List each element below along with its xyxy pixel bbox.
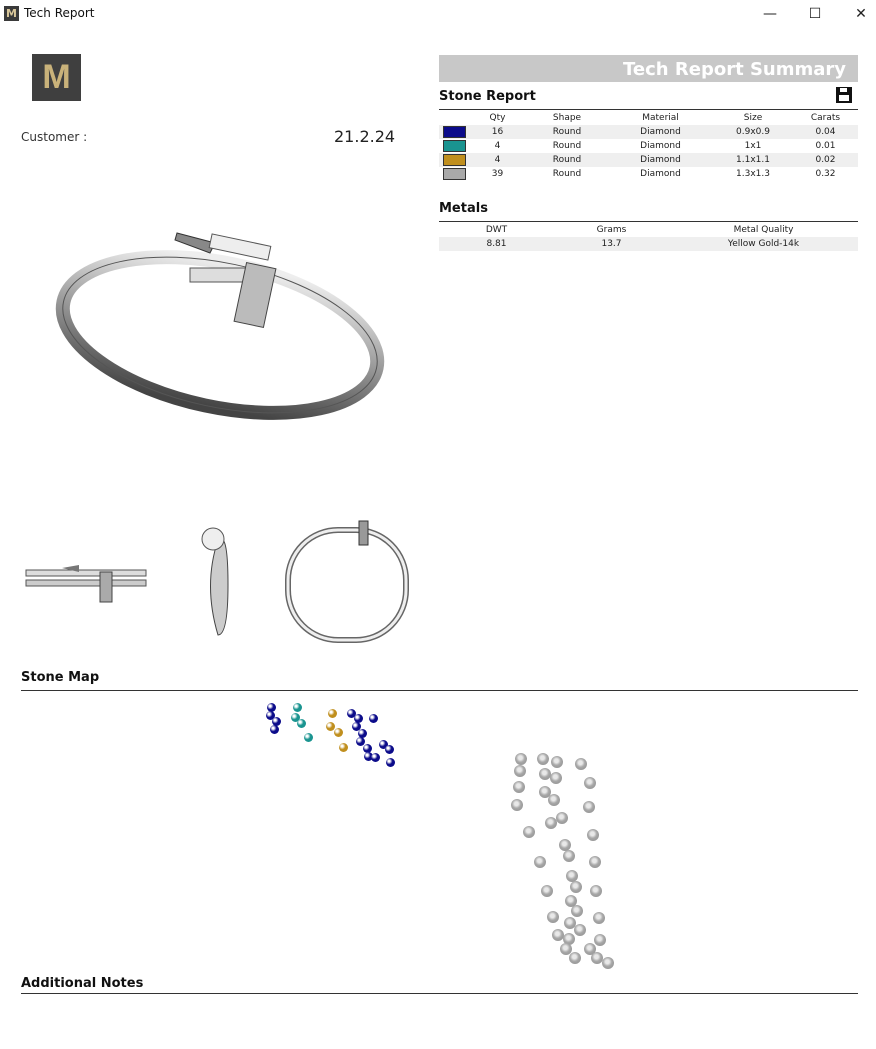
stone-marker <box>270 725 279 734</box>
size-cell: 1.3x1.3 <box>736 169 770 179</box>
stone-marker <box>584 943 596 955</box>
column-header: Grams <box>596 225 627 235</box>
stone-marker <box>593 912 605 924</box>
stone-marker <box>386 758 395 767</box>
stone-marker <box>594 934 606 946</box>
stone-marker <box>552 929 564 941</box>
stone-marker <box>371 753 380 762</box>
shape-cell: Round <box>552 169 582 179</box>
carats-cell: 0.01 <box>815 141 836 151</box>
column-header <box>439 111 469 125</box>
stone-marker <box>563 933 575 945</box>
stone-marker <box>363 744 372 753</box>
stone-marker <box>304 733 313 742</box>
customer-label: Customer : <box>21 130 88 144</box>
stone-marker <box>385 745 394 754</box>
table-header <box>439 111 858 125</box>
maximize-button[interactable]: ☐ <box>808 6 822 22</box>
column-header: Shape <box>552 113 582 123</box>
table-row <box>439 237 858 251</box>
stone-marker <box>602 957 614 969</box>
stone-map-heading: Stone Map <box>21 670 100 685</box>
stone-marker <box>513 781 525 793</box>
carats-cell: 0.04 <box>793 125 858 139</box>
minimize-button[interactable]: — <box>763 6 777 22</box>
material-cell: Diamond <box>608 153 713 167</box>
stone-marker <box>267 703 276 712</box>
shape-cell: Round <box>526 153 608 167</box>
material-cell: Diamond <box>640 169 681 179</box>
stone-marker <box>547 911 559 923</box>
stone-marker <box>358 729 367 738</box>
close-button[interactable]: ✕ <box>855 6 867 22</box>
stone-marker <box>583 801 595 813</box>
stone-marker <box>334 728 343 737</box>
stone-marker <box>523 826 535 838</box>
stone-marker <box>545 817 557 829</box>
bracelet-main-view <box>55 225 395 420</box>
stone-marker <box>587 829 599 841</box>
stone-marker <box>511 799 523 811</box>
size-cell: 1.1x1.1 <box>713 153 793 167</box>
stone-marker <box>347 709 356 718</box>
size-cell: 1x1 <box>744 141 762 151</box>
qty-cell: 4 <box>469 153 526 167</box>
stone-marker <box>569 952 581 964</box>
stone-marker <box>575 758 587 770</box>
qty-cell: 16 <box>469 125 526 139</box>
bracelet-top-view <box>284 518 410 646</box>
stone-marker <box>339 743 348 752</box>
title-bar <box>0 0 876 28</box>
bracelet-front-view <box>198 525 238 640</box>
summary-banner: Tech Report Summary <box>439 55 858 82</box>
window-title: Tech Report <box>24 6 95 20</box>
column-header: Size <box>743 113 763 123</box>
stone-marker <box>354 714 363 723</box>
column-header: DWT <box>485 225 508 235</box>
table-row <box>439 125 858 139</box>
carats-cell: 0.02 <box>793 153 858 167</box>
stone-marker <box>571 905 583 917</box>
stone-marker <box>326 722 335 731</box>
stone-marker <box>266 711 275 720</box>
column-header: Qty <box>489 113 506 123</box>
stone-marker <box>589 856 601 868</box>
stone-marker <box>539 768 551 780</box>
stone-marker <box>514 765 526 777</box>
company-logo: M <box>32 54 81 101</box>
stone-marker <box>297 719 306 728</box>
stone-marker <box>364 752 373 761</box>
metals-table <box>439 223 858 251</box>
additional-notes-heading: Additional Notes <box>21 976 144 991</box>
stone-marker <box>369 714 378 723</box>
material-cell: Diamond <box>640 141 681 151</box>
material-cell: Diamond <box>608 125 713 139</box>
stone-marker <box>570 881 582 893</box>
stone-marker <box>563 850 575 862</box>
stone-marker <box>537 753 549 765</box>
stone-marker <box>293 703 302 712</box>
carats-cell: 0.32 <box>815 169 836 179</box>
shape-cell: Round <box>552 141 582 151</box>
stone-marker <box>559 839 571 851</box>
stone-marker <box>328 709 337 718</box>
stone-marker <box>550 772 562 784</box>
stone-marker <box>539 786 551 798</box>
divider <box>21 690 858 691</box>
save-icon[interactable] <box>836 87 852 103</box>
stone-marker <box>564 917 576 929</box>
column-header: Material <box>642 113 679 123</box>
stone-marker <box>556 812 568 824</box>
table-row <box>439 139 858 153</box>
app-icon: M <box>4 6 19 21</box>
stone-marker <box>379 740 388 749</box>
qty-cell: 39 <box>491 169 504 179</box>
size-cell: 0.9x0.9 <box>713 125 793 139</box>
stone-marker <box>356 737 365 746</box>
stone-marker <box>584 777 596 789</box>
stone-marker <box>548 794 560 806</box>
stone-marker <box>551 756 563 768</box>
color-swatch <box>439 125 469 139</box>
metals-heading: Metals <box>439 201 488 216</box>
dwt-value: 8.81 <box>439 237 554 251</box>
stone-marker <box>560 943 572 955</box>
stone-marker <box>352 722 361 731</box>
shape-cell: Round <box>526 125 608 139</box>
qty-cell: 4 <box>494 141 501 151</box>
divider <box>21 993 858 994</box>
stone-marker <box>291 713 300 722</box>
table-row <box>439 153 858 167</box>
stone-marker <box>534 856 546 868</box>
column-header: Carats <box>810 113 841 123</box>
stone-marker <box>574 924 586 936</box>
stone-marker <box>566 870 578 882</box>
grams-value: 13.7 <box>554 237 669 251</box>
report-date: 21.2.24 <box>334 127 396 146</box>
stone-marker <box>590 885 602 897</box>
stone-marker <box>515 753 527 765</box>
color-swatch <box>439 139 469 153</box>
color-swatch <box>439 167 469 181</box>
column-header: Metal Quality <box>733 225 794 235</box>
stone-marker <box>272 717 281 726</box>
divider <box>439 109 858 110</box>
metal-quality-value: Yellow Gold-14k <box>669 237 858 251</box>
color-swatch <box>439 153 469 167</box>
stone-report-heading: Stone Report <box>439 89 536 104</box>
table-row <box>439 167 858 181</box>
stone-marker <box>541 885 553 897</box>
bracelet-side-view <box>24 560 149 605</box>
divider <box>439 221 858 222</box>
stone-marker <box>565 895 577 907</box>
stone-marker <box>591 952 603 964</box>
stone-report-table <box>439 111 858 181</box>
